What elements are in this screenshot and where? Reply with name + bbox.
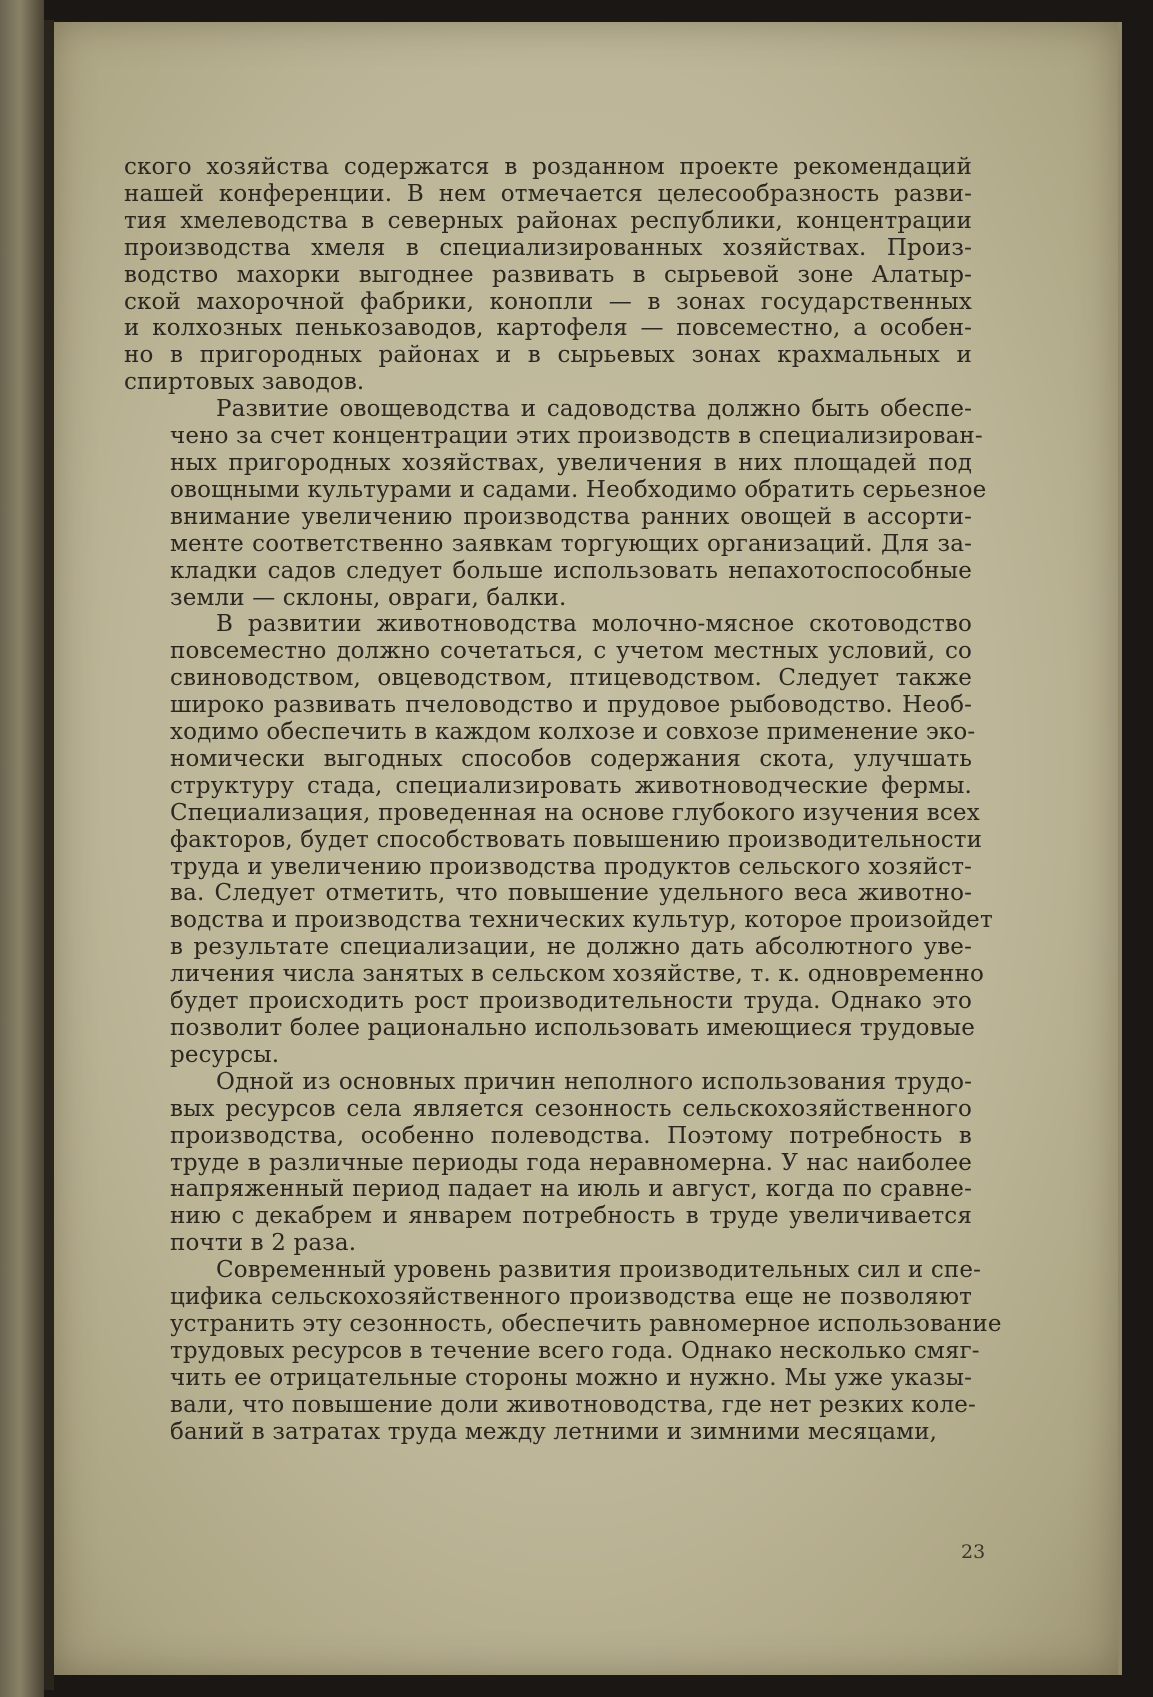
- text-line: земли — склоны, овраги, балки.: [170, 584, 567, 611]
- body-text: [124, 154, 1002, 1446]
- text-line: в результате специализации, не должно дать абсолютного уве-: [170, 934, 972, 961]
- text-line: ходимо обеспечить в каждом колхозе и совхозе применение эко-: [170, 719, 976, 746]
- text-line: труде в различные периоды года неравномерна. У нас наиболее: [170, 1149, 972, 1176]
- text-line: почти в 2 раза.: [170, 1230, 357, 1257]
- text-line: внимание увеличению производства ранних овощей в ассорти-: [170, 503, 972, 530]
- text-line: ных пригородных хозяйствах, увеличения в них площадей под: [170, 449, 972, 476]
- text-line: нашей конференции. В нем отмечается целесообразность разви-: [124, 180, 972, 207]
- text-line: овощными культурами и садами. Необходимо обратить серьезное: [170, 476, 987, 503]
- text-line: Современный уровень развития производительных сил и спе-: [216, 1257, 982, 1284]
- text-line: Одной из основных причин неполного использования трудо-: [216, 1068, 972, 1095]
- text-line: В развитии животноводства молочно-мясное скотоводство: [216, 611, 972, 638]
- text-line: спиртовых заводов.: [124, 369, 365, 396]
- paragraph: [124, 1257, 1002, 1445]
- paragraph: [124, 154, 972, 396]
- text-line: позволит более рационально использовать имеющиеся трудовые: [170, 1015, 975, 1041]
- text-line: будет происходить рост производительности труда. Однако это: [170, 988, 972, 1015]
- page-number: 23: [961, 1541, 986, 1563]
- text-line: номически выгодных способов содержания скота, улучшать: [170, 745, 972, 772]
- paragraph: [124, 1069, 972, 1257]
- text-line: баний в затратах труда между летними и зимними месяцами,: [170, 1418, 938, 1445]
- text-line: факторов, будет способствовать повышению производительности: [170, 826, 983, 853]
- text-line: ской махорочной фабрики, конопли — в зонах государственных: [124, 288, 972, 315]
- text-line: тия хмелеводства в северных районах республики, концентрации: [124, 207, 972, 234]
- text-line: ва. Следует отметить, что повышение удельного веса животно-: [170, 880, 972, 907]
- text-line: кладки садов следует больше использовать непахотоспособные: [170, 557, 972, 584]
- text-line: вали, что повышение доли животноводства, где нет резких коле-: [170, 1391, 976, 1418]
- text-line: Специализация, проведенная на основе глубокого изучения всех: [170, 799, 980, 826]
- text-line: менте соответственно заявкам торгующих организаций. Для за-: [170, 530, 972, 557]
- paragraph: [124, 396, 987, 611]
- book-page: [54, 22, 1122, 1675]
- text-line: устранить эту сезонность, обеспечить равномерное использование: [170, 1310, 1002, 1337]
- text-line: производства хмеля в специализированных хозяйствах. Произ-: [124, 234, 972, 261]
- text-line: и колхозных пенькозаводов, картофеля — повсеместно, а особен-: [124, 315, 972, 342]
- text-line: Развитие овощеводства и садоводства должно быть обеспе-: [216, 396, 972, 423]
- text-line: напряженный период падает на июль и август, когда по сравне-: [170, 1176, 972, 1203]
- text-line: но в пригородных районах и в сырьевых зонах крахмальных и: [124, 342, 972, 369]
- paragraph: [124, 611, 993, 1068]
- text-line: производства, особенно полеводства. Поэтому потребность в: [170, 1122, 972, 1149]
- text-line: чить ее отрицательные стороны можно и нужно. Мы уже указы-: [170, 1364, 972, 1391]
- text-line: ского хозяйства содержатся в розданном проекте рекомендаций: [124, 154, 972, 180]
- text-line: нию с декабрем и январем потребность в труде увеличивается: [170, 1203, 972, 1230]
- text-line: трудовых ресурсов в течение всего года. Однако несколько смяг-: [170, 1337, 980, 1364]
- text-line: водство махорки выгоднее развивать в сырьевой зоне Алатыр-: [124, 261, 972, 288]
- previous-page-edge: [0, 0, 44, 1697]
- text-line: структуру стада, специализировать животноводческие фермы.: [170, 772, 972, 799]
- text-line: повсеместно должно сочетаться, с учетом местных условий, со: [170, 638, 972, 665]
- text-line: вых ресурсов села является сезонность сельскохозяйственного: [170, 1095, 972, 1122]
- text-line: ресурсы.: [170, 1041, 280, 1068]
- text-line: личения числа занятых в сельском хозяйстве, т. к. одновременно: [170, 961, 984, 988]
- text-line: широко развивать пчеловодство и прудовое рыбоводство. Необ-: [170, 692, 972, 719]
- text-line: водства и производства технических культур, которое произойдет: [170, 907, 993, 934]
- text-line: труда и увеличению производства продуктов сельского хозяйст-: [170, 853, 972, 880]
- text-line: чено за счет концентрации этих производств в специализирован-: [170, 423, 983, 450]
- text-line: цифика сельскохозяйственного производства еще не позволяют: [170, 1284, 972, 1311]
- book-binding: [44, 20, 54, 1690]
- text-line: свиноводством, овцеводством, птицеводством. Следует также: [170, 665, 972, 692]
